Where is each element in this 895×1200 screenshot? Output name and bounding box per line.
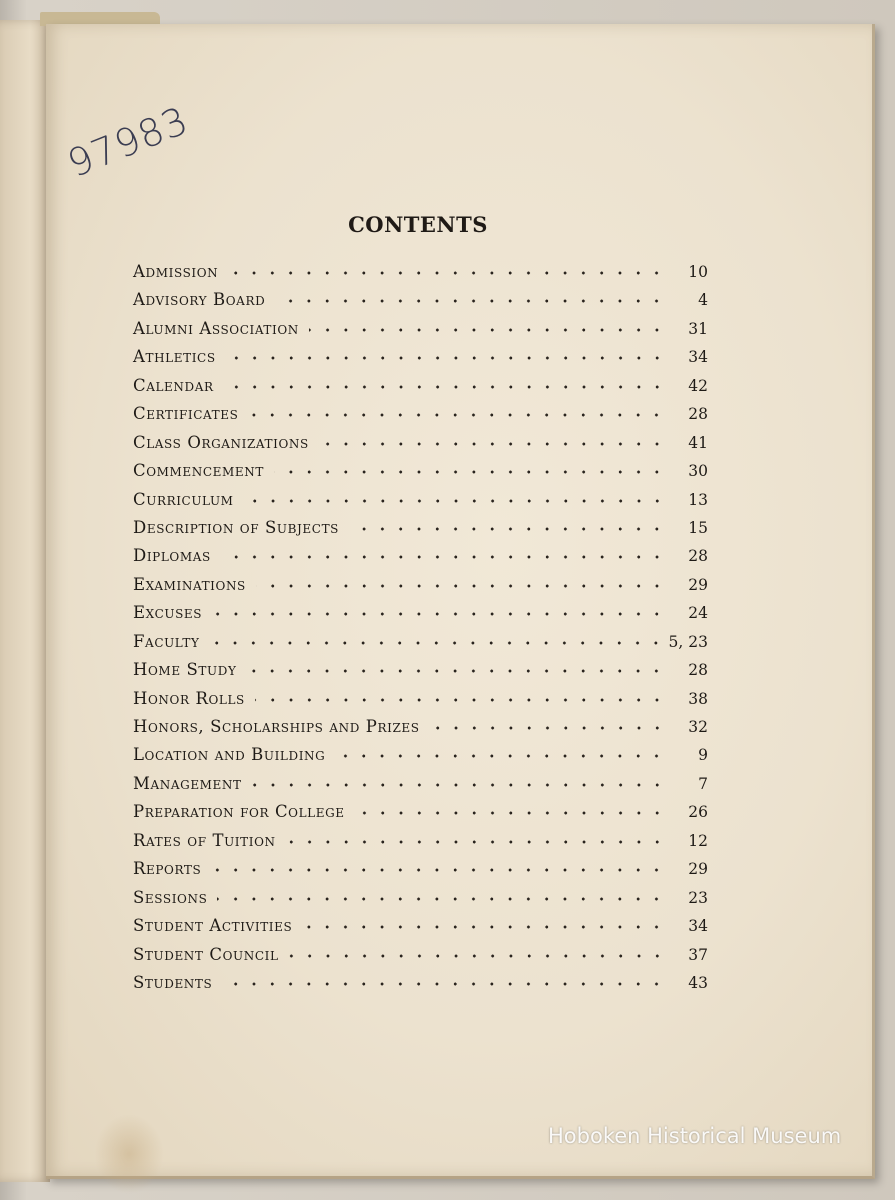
- dot-leader: [335, 752, 666, 760]
- toc-entry: [133, 315, 708, 343]
- toc-entry-label: Students: [133, 972, 213, 992]
- dot-leader: [286, 838, 666, 846]
- dot-leader: [430, 724, 666, 732]
- toc-entry: [133, 372, 708, 400]
- toc-entry: [133, 343, 708, 371]
- toc-entry-label: Student Activities: [133, 916, 293, 936]
- page-title: CONTENTS: [348, 212, 488, 237]
- dot-leader: [222, 980, 666, 988]
- toc-entry-label: Calendar: [133, 375, 214, 395]
- dot-leader: [246, 667, 666, 675]
- dot-leader: [355, 809, 666, 817]
- dot-leader: [255, 696, 666, 704]
- toc-entry: [133, 514, 708, 542]
- toc-entry: [133, 798, 708, 826]
- toc-entry-page-number: 29: [688, 575, 708, 594]
- toc-entry-label: Sessions: [133, 887, 208, 907]
- dot-leader: [244, 497, 666, 505]
- toc-entry-page-number: 26: [688, 803, 708, 822]
- toc-entry-page-number: 34: [688, 348, 708, 367]
- toc-entry-page-number: 34: [688, 917, 708, 936]
- dot-leader: [309, 326, 666, 334]
- toc-entry: [133, 912, 708, 940]
- toc-entry-label: Admission: [133, 262, 219, 281]
- toc-entry-page-number: 13: [688, 490, 708, 509]
- toc-entry-page-number: 37: [688, 945, 708, 964]
- toc-entry: [133, 685, 708, 713]
- toc-entry-label: Reports: [133, 859, 202, 879]
- toc-entry: [133, 286, 708, 314]
- dot-leader: [248, 411, 666, 419]
- toc-entry: [133, 941, 708, 969]
- handwritten-inventory-number: 97983: [61, 98, 195, 186]
- toc-entry: [133, 400, 708, 428]
- toc-entry-page-number: 28: [688, 547, 708, 566]
- dot-leader: [302, 923, 666, 931]
- toc-entry-page-number: 31: [688, 319, 708, 338]
- dot-leader: [211, 866, 666, 874]
- toc-entry: [133, 741, 708, 769]
- toc-entry-page-number: 4: [698, 291, 708, 310]
- toc-entry-page-number: 15: [688, 518, 708, 537]
- toc-entry: [133, 542, 708, 570]
- toc-entry-label: Faculty: [133, 631, 200, 651]
- toc-entry-page-number: 9: [698, 746, 708, 765]
- dot-leader: [349, 525, 666, 533]
- toc-entry: [133, 827, 708, 855]
- museum-watermark: Hoboken Historical Museum: [548, 1124, 842, 1148]
- toc-entry-page-number: 41: [688, 433, 708, 452]
- toc-entry: [133, 713, 708, 741]
- dot-leader: [319, 440, 666, 448]
- toc-entry-label: Alumni Association: [133, 318, 299, 338]
- toc-entry: [133, 656, 708, 684]
- toc-entry-page-number: 30: [688, 462, 708, 481]
- toc-entry: [133, 457, 708, 485]
- dot-leader: [217, 895, 666, 903]
- toc-entry-label: Examinations: [133, 574, 246, 594]
- toc-entry: [133, 969, 708, 997]
- toc-entry-label: Honor Rolls: [133, 688, 245, 708]
- toc-entry-page-number: 10: [688, 263, 708, 281]
- dot-leader: [210, 639, 665, 647]
- toc-entry-page-number: 23: [688, 888, 708, 907]
- dot-leader: [256, 582, 666, 590]
- toc-entry-label: Class Organizations: [133, 432, 309, 452]
- toc-entry-label: Commencement: [133, 461, 264, 481]
- dot-leader: [252, 781, 666, 789]
- toc-entry-label: Curriculum: [133, 489, 234, 509]
- toc-entry: [133, 571, 708, 599]
- toc-entry-label: Excuses: [133, 603, 203, 623]
- toc-entry-page-number: 24: [688, 604, 708, 623]
- dot-leader: [212, 610, 666, 618]
- table-of-contents: [133, 258, 708, 997]
- toc-entry: [133, 599, 708, 627]
- toc-entry-label: Honors, Scholarships and Prizes: [133, 717, 420, 736]
- toc-entry: [133, 770, 708, 798]
- toc-entry-label: Home Study: [133, 660, 237, 680]
- dot-leader: [274, 468, 666, 476]
- toc-entry: [133, 884, 708, 912]
- toc-entry: [133, 258, 708, 286]
- toc-entry-label: Athletics: [133, 347, 216, 367]
- toc-entry-page-number: 5, 23: [668, 632, 708, 651]
- toc-entry-label: Rates of Tuition: [133, 830, 276, 850]
- toc-entry-page-number: 38: [688, 689, 708, 708]
- toc-entry-page-number: 12: [688, 831, 708, 850]
- toc-entry-page-number: 32: [688, 718, 708, 736]
- toc-entry-label: Management: [133, 773, 242, 793]
- dot-leader: [224, 383, 666, 391]
- toc-entry-page-number: 42: [688, 376, 708, 395]
- toc-entry-page-number: 7: [698, 774, 708, 793]
- page-stain: [94, 1114, 164, 1194]
- toc-entry: [133, 855, 708, 883]
- toc-entry: [133, 429, 708, 457]
- dot-leader: [275, 297, 666, 305]
- toc-entry: [133, 628, 708, 656]
- dot-leader: [221, 553, 666, 561]
- toc-entry: [133, 486, 708, 514]
- toc-entry-page-number: 28: [688, 661, 708, 680]
- toc-entry-label: Certificates: [133, 404, 239, 424]
- toc-entry-label: Diplomas: [133, 546, 211, 566]
- dot-leader: [228, 269, 666, 277]
- toc-entry-label: Location and Building: [133, 745, 326, 765]
- toc-entry-label: Student Council: [133, 944, 279, 964]
- dot-leader: [289, 952, 666, 960]
- toc-entry-label: Preparation for College: [133, 802, 345, 822]
- dot-leader: [226, 354, 666, 362]
- toc-entry-page-number: 43: [688, 973, 708, 992]
- toc-entry-label: Advisory Board: [133, 290, 266, 310]
- toc-entry-label: Description of Subjects: [133, 517, 339, 537]
- toc-entry-page-number: 29: [688, 860, 708, 879]
- toc-entry-page-number: 28: [688, 405, 708, 424]
- left-page-edge: [0, 20, 50, 1182]
